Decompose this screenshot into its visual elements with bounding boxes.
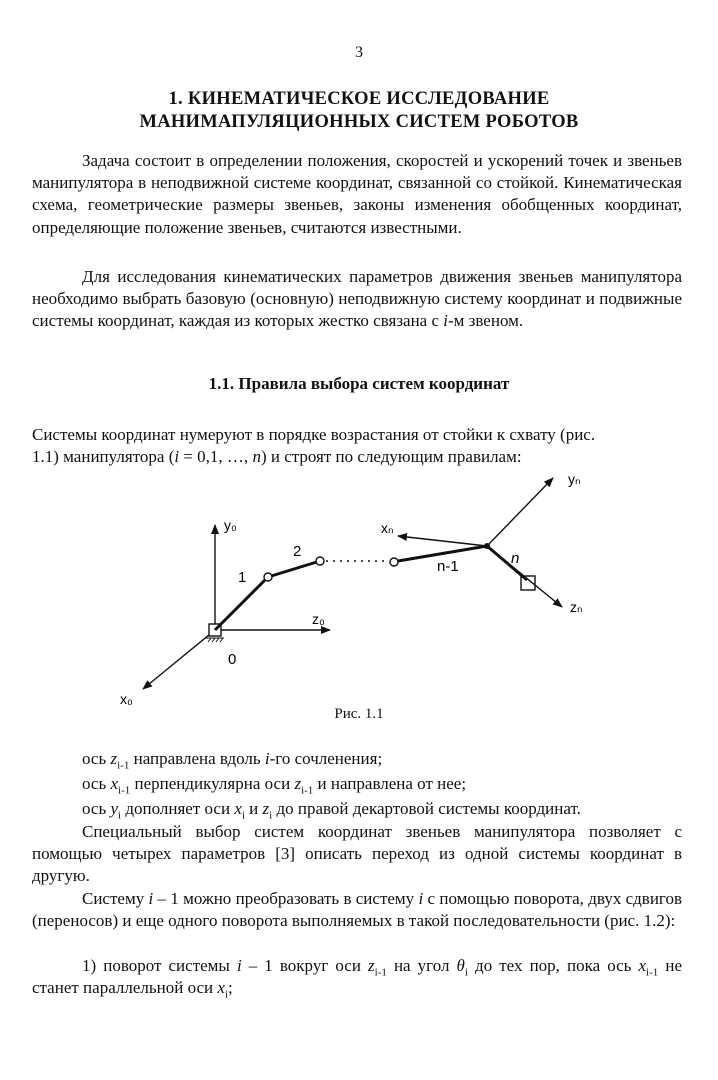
section-text-line1: Системы координат нумеруют в порядке возрастания от стойки к схвату (рис.: [32, 425, 596, 444]
var: z: [368, 956, 375, 975]
special-choice-paragraph: Специальный выбор систем координат звеньев манипулятора позволяет с помощью четырех параметров [3] описать переход из одной системы координат в другую.: [32, 822, 682, 886]
var: z: [262, 799, 270, 818]
var: z: [294, 774, 302, 793]
text-span: 1.1) манипулятора (: [32, 447, 175, 466]
text-span: ось: [82, 799, 111, 818]
label-y0: y₀: [224, 517, 237, 533]
joint-2-icon: [316, 557, 324, 565]
subscript: i: [241, 809, 245, 822]
label-link1: 1: [238, 569, 247, 586]
link-2: [268, 561, 320, 577]
figure-1-1-kinematic-scheme: [0, 470, 718, 710]
label-z0: z₀: [312, 611, 325, 627]
subscript: i-1: [646, 966, 659, 979]
chapter-title: [0, 88, 718, 134]
figure-caption: Рис. 1.1: [334, 706, 384, 722]
step-1-paragraph: [32, 955, 682, 999]
text-span: не станет параллельной оси: [32, 956, 682, 998]
subscript: i-1: [117, 759, 130, 772]
text-span: дополняет оси: [121, 799, 235, 818]
text-span: на угол: [386, 956, 457, 975]
var: i: [148, 889, 154, 908]
axis-xn: [398, 536, 487, 546]
joint-n1-icon: [390, 558, 398, 566]
label-x0: x₀: [120, 691, 133, 707]
text-span: – 1 вокруг оси: [241, 956, 369, 975]
subscript: i: [224, 988, 229, 1001]
chapter-title-line2: МАНИМАПУЛЯЦИОННЫХ СИСТЕМ РОБОТОВ: [139, 112, 579, 132]
text-span: направлена вдоль: [129, 749, 265, 768]
var: x: [234, 799, 242, 818]
transform-paragraph: [32, 888, 682, 932]
var: y: [110, 799, 119, 818]
link-n: [487, 546, 527, 580]
subscript: i: [269, 809, 273, 822]
text-span: = 0,1, …,: [179, 447, 253, 466]
section-title: 1.1. Правила выбора систем координат: [208, 374, 510, 393]
label-link-n: n: [511, 550, 520, 567]
text-span: ось: [82, 749, 111, 768]
label-xn: xₙ: [381, 520, 394, 536]
intro-paragraph-2: [32, 266, 682, 333]
intro-p2-text: Для исследования кинематических параметров движения звеньев манипулятора необходимо выбрать базовую (основную) неподвижную систему координат и подвижные системы координат, каждая из которых жестко связана с: [32, 267, 682, 331]
axis-x0: [143, 630, 215, 689]
rule-x-axis: [82, 773, 718, 795]
page-number: 3: [355, 44, 363, 61]
subscript: i-1: [301, 784, 314, 797]
subscript: i: [118, 809, 122, 822]
text-span: 1) поворот системы: [82, 956, 237, 975]
text-span: до правой декартовой системы координат.: [272, 799, 581, 818]
text-span: с помощью поворота, двух сдвигов (переносов) и еще одного поворота выполняемых в такой последовательности (рис. 1.2):: [32, 889, 683, 931]
label-origin: 0: [228, 651, 237, 668]
rule-y-axis: [82, 798, 718, 820]
text-span: ;: [228, 978, 233, 998]
ground-hatch-icon: [206, 638, 224, 642]
intro-p2-end: -м звеном.: [448, 311, 524, 331]
label-zn: zₙ: [570, 599, 583, 615]
text-span: перпендикулярна оси: [130, 774, 295, 793]
subscript: i-1: [374, 966, 387, 979]
label-yn: yₙ: [568, 471, 581, 487]
var: x: [638, 956, 647, 975]
var: i: [236, 956, 242, 975]
var: i: [418, 889, 424, 908]
label-link2: 2: [293, 543, 302, 560]
var-i: i: [174, 447, 180, 466]
text-span: ) и строят по следующим правилам:: [260, 447, 522, 466]
chapter-title-line1: 1. КИНЕМАТИЧЕСКОЕ ИССЛЕДОВАНИЕ: [168, 89, 550, 109]
label-link-n1: n-1: [437, 558, 459, 575]
intro-p2-var: i: [443, 311, 448, 331]
text-span: и направлена от нее;: [313, 774, 467, 793]
text-span: Систему: [82, 889, 149, 908]
var: i: [264, 749, 270, 768]
subscript: i: [464, 966, 468, 979]
axis-yn: [487, 478, 553, 546]
intro-paragraph-1: Задача состоит в определении положения, скоростей и ускорений точек и звеньев манипулятора в неподвижной системе координат, связанной со стойкой. Кинематическая схема, геометрические размеры звеньев, законы изменения обобщенных координат, определяющие положение звеньев, считаются известными.: [32, 151, 682, 237]
var: x: [110, 774, 119, 793]
var: z: [110, 749, 118, 768]
text-span: – 1 можно преобразовать в систему: [153, 889, 419, 908]
text-span: и: [244, 799, 263, 818]
text-span: до тех пор, пока ось: [467, 956, 639, 975]
var-n: n: [252, 447, 261, 466]
rule-z-axis: [82, 748, 718, 770]
subscript: i-1: [118, 784, 131, 797]
section-text-line2: [32, 446, 682, 468]
joint-1-icon: [264, 573, 272, 581]
text-span: ось: [82, 774, 111, 793]
var: θ: [456, 956, 465, 975]
var: x: [217, 978, 225, 998]
text-span: -го сочленения;: [269, 749, 383, 768]
